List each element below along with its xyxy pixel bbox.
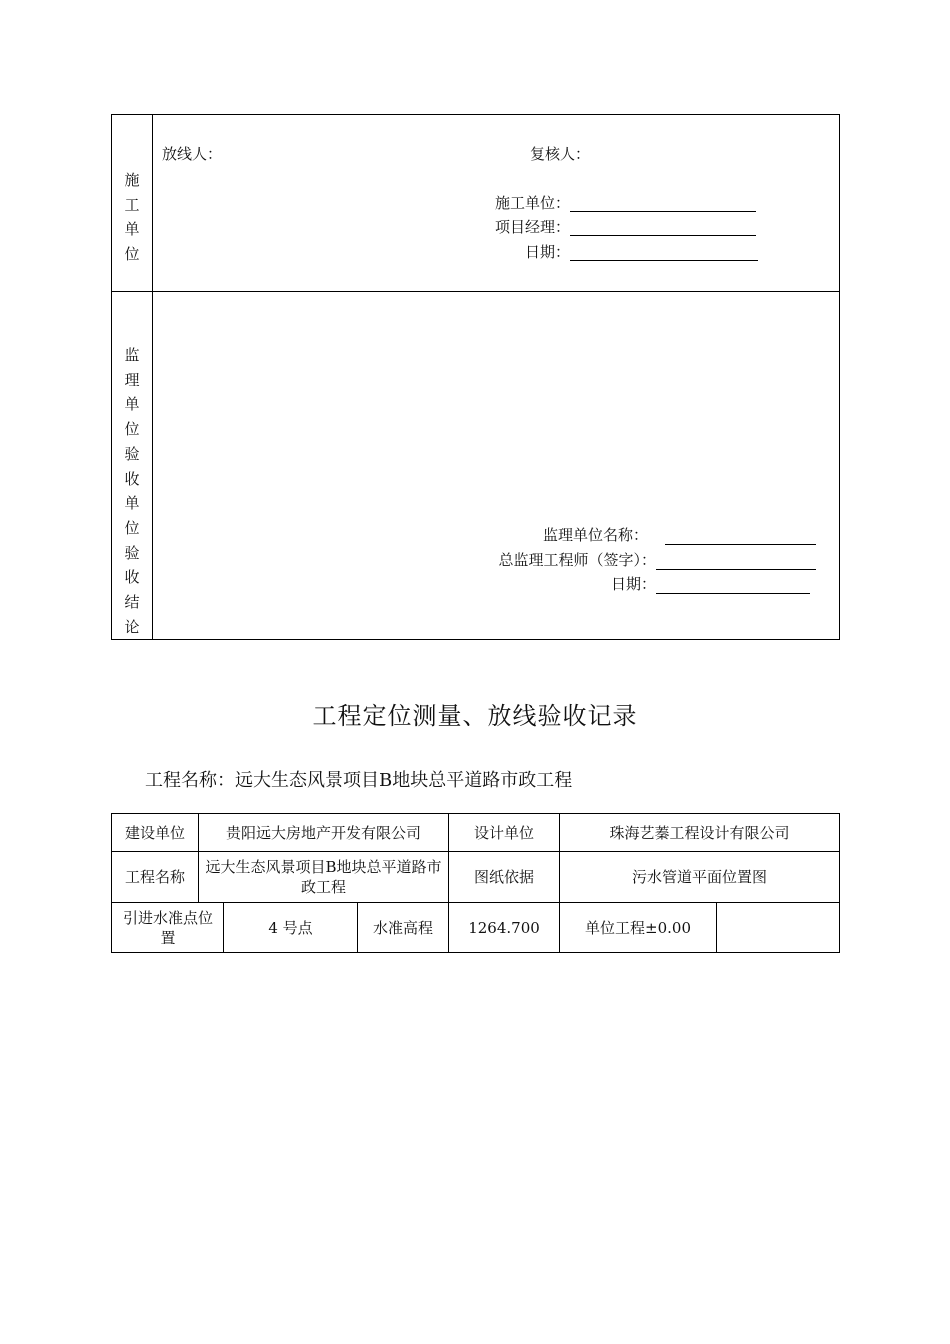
benchmark-elevation-label: 水准高程 <box>372 918 433 937</box>
info-table <box>111 813 840 953</box>
row-divider <box>112 291 839 292</box>
supervision-unit-name-line[interactable] <box>665 544 816 545</box>
construction-unit-vertical-label: 施 工 单 位 <box>124 171 140 264</box>
unit-project-value: 单位工程±0.00 <box>585 918 691 937</box>
column-divider <box>152 115 153 639</box>
supervision-vertical-label: 监 理 单 位 验 收 单 位 验 收 结 论 <box>124 346 140 636</box>
build-unit-label: 建设单位 <box>124 823 185 842</box>
drawing-basis-value: 污水管道平面位置图 <box>631 868 767 886</box>
supervision-date-label: 日期： <box>610 575 656 593</box>
chief-engineer-label: 总监理工程师（签字）： <box>498 551 656 569</box>
supervision-date-line[interactable] <box>656 593 810 594</box>
checker-label: 复核人： <box>530 145 591 163</box>
construction-unit-signature-line[interactable] <box>570 211 756 212</box>
project-name-line: 工程名称：远大生态风景项目B地块总平道路市政工程 <box>145 770 573 791</box>
design-unit-label: 设计单位 <box>473 823 534 842</box>
document-title: 工程定位测量、放线验收记录 <box>312 702 638 730</box>
benchmark-elevation-value: 1264.700 <box>468 918 540 937</box>
drawing-basis-label: 图纸依据 <box>473 868 534 886</box>
construction-unit-label: 施工单位： <box>494 194 570 212</box>
empty-cell <box>717 903 839 952</box>
construction-date-line[interactable] <box>570 260 758 261</box>
build-unit-value: 贵阳远大房地产开发有限公司 <box>225 823 421 842</box>
project-name-label: 工程名称 <box>124 868 185 886</box>
design-unit-value: 珠海艺蓁工程设计有限公司 <box>609 823 790 842</box>
project-manager-signature-line[interactable] <box>570 235 756 236</box>
signature-table <box>111 114 840 640</box>
project-name-value: 远大生态风景项目B地块总平道路市政工程 <box>205 858 442 896</box>
chief-engineer-signature-line[interactable] <box>656 569 816 570</box>
benchmark-location-value: 4 号点 <box>268 918 313 937</box>
benchmark-location-label: 引进水准点位置 <box>122 908 213 947</box>
construction-date-label: 日期： <box>524 243 570 261</box>
project-manager-label: 项目经理： <box>494 218 570 236</box>
supervision-unit-name-label: 监理单位名称： <box>542 526 648 544</box>
setter-label: 放线人： <box>162 145 223 163</box>
